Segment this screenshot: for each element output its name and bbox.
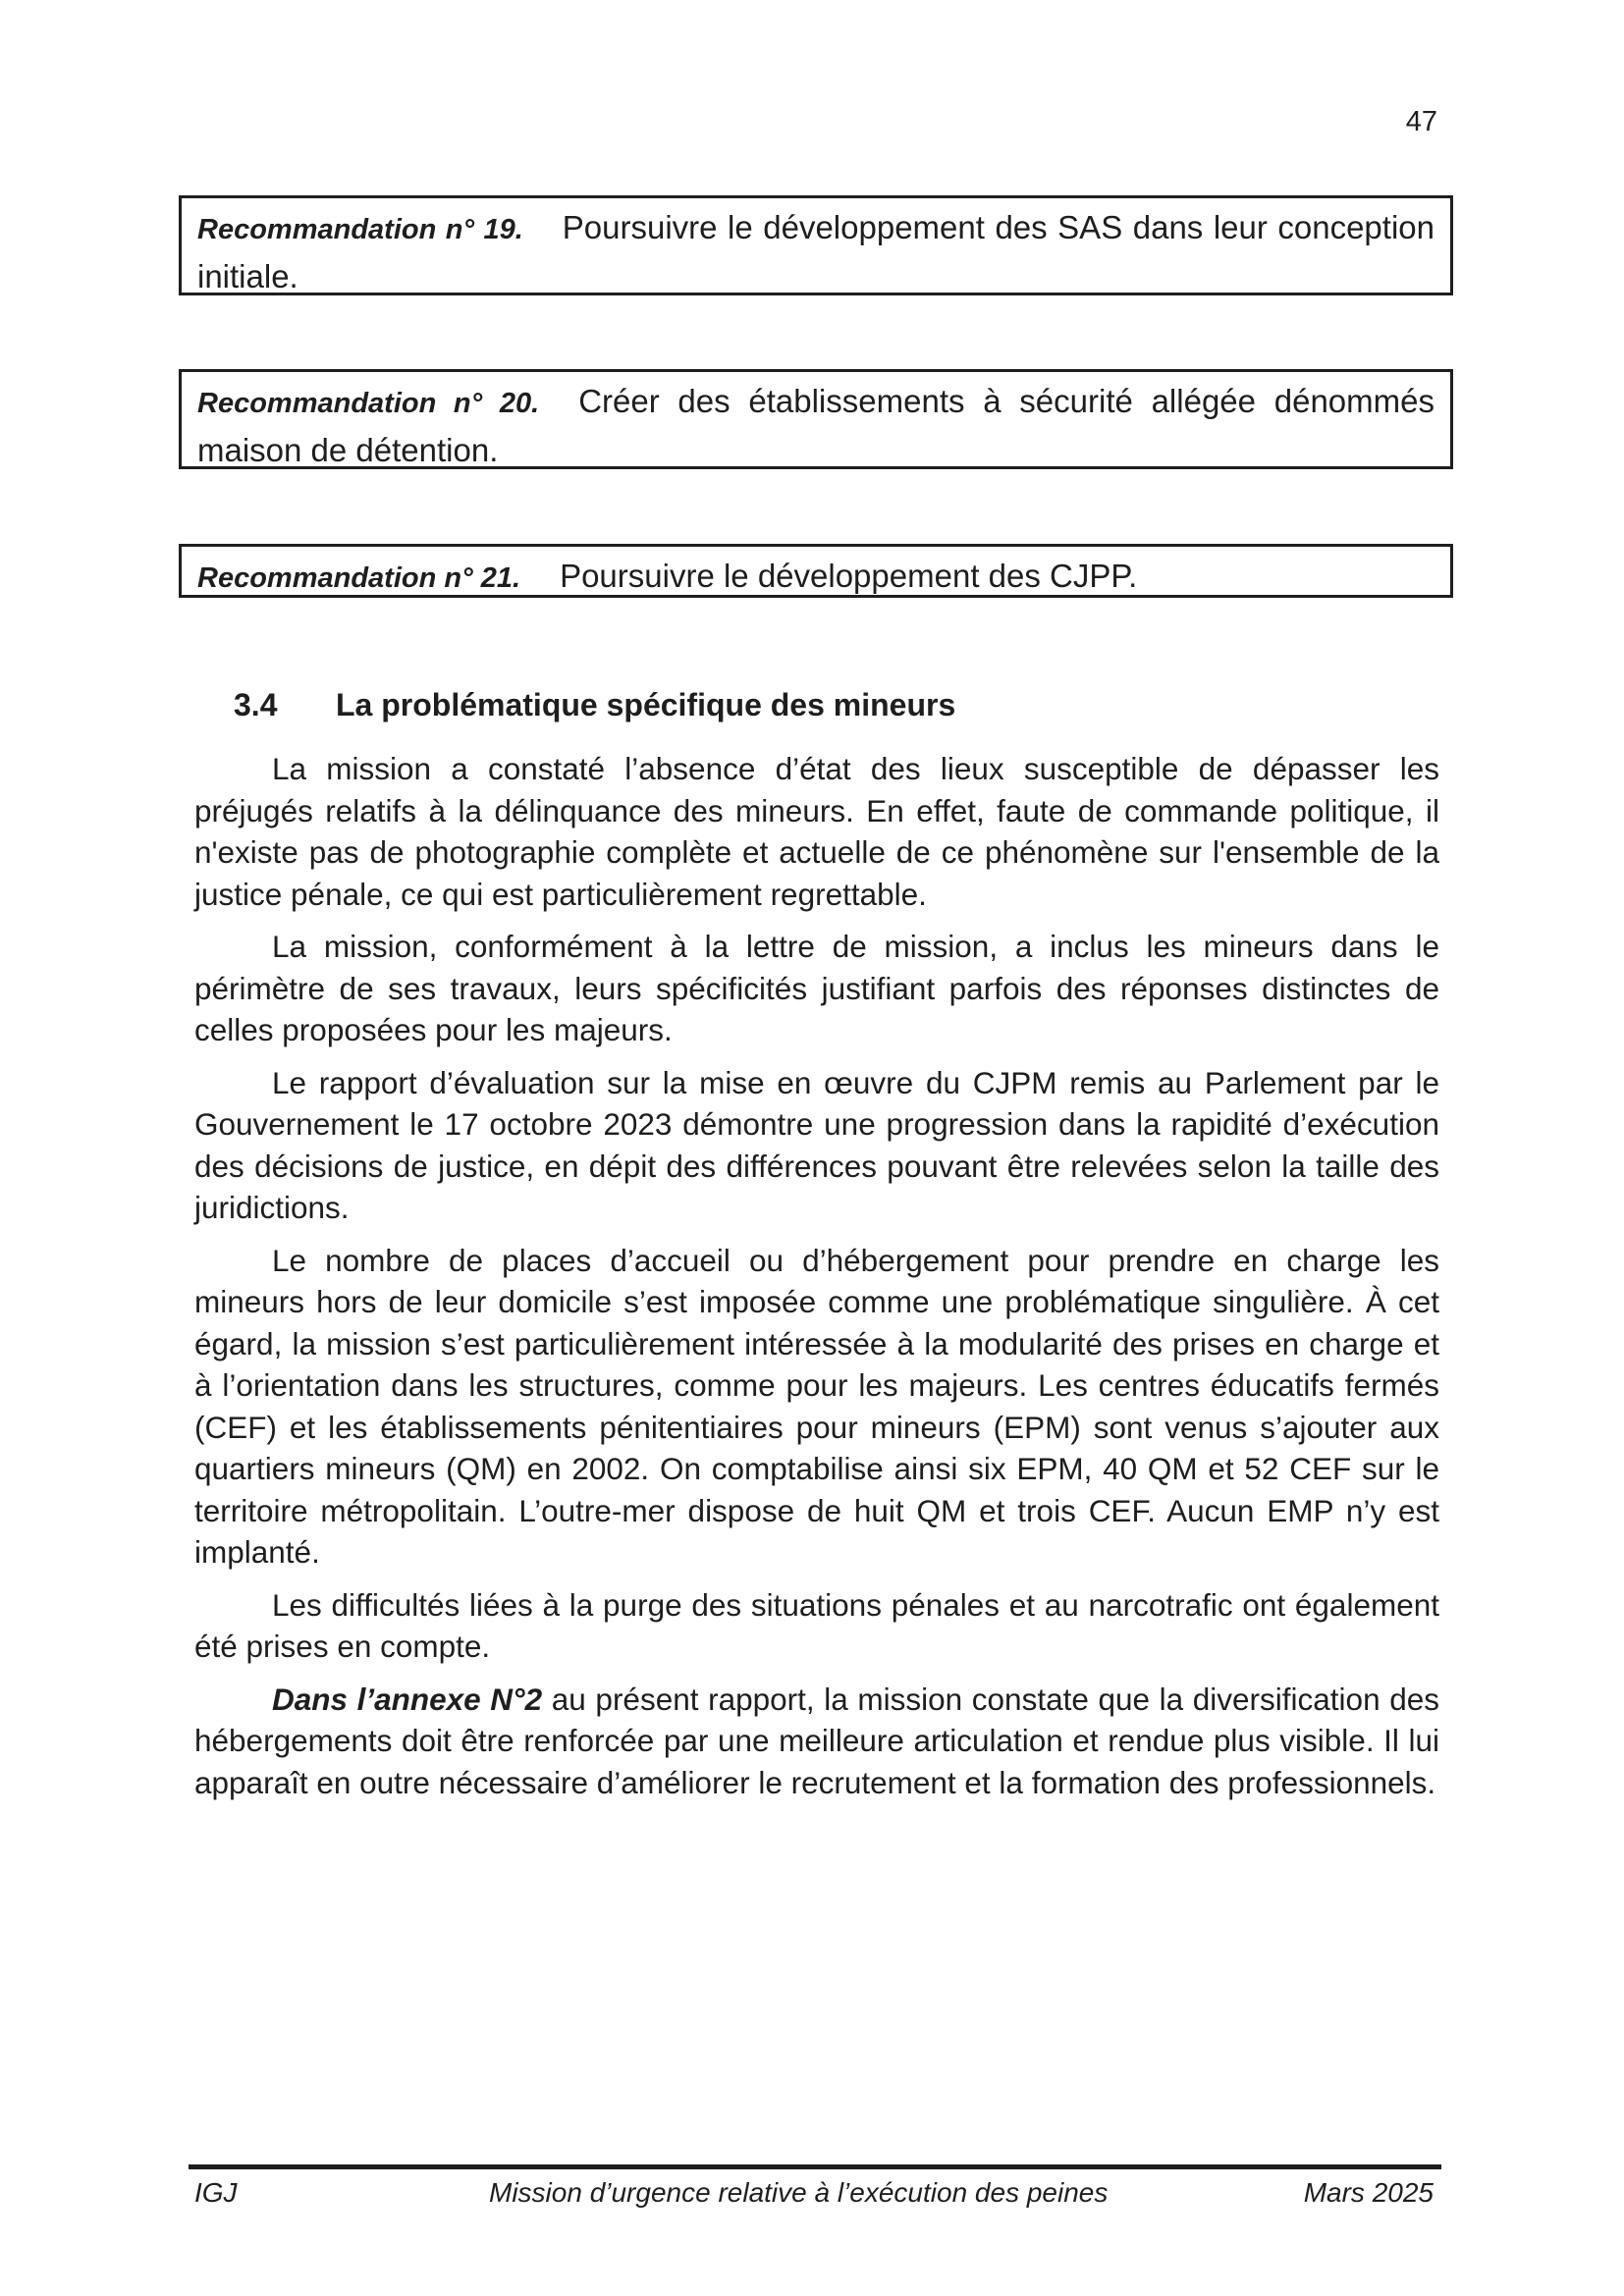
- footer-divider: [189, 2164, 1441, 2169]
- footer-organization: IGJ: [194, 2177, 238, 2208]
- section-title: La problématique spécifique des mineurs: [336, 687, 956, 722]
- annex-reference: Dans l’annexe N°2: [272, 1681, 543, 1717]
- paragraph: La mission a constaté l’absence d’état des lieux susceptible de dépasser les préjugés relatifs à la délinquance des mineurs. En effet, faute de commande politique, il n'existe pas de photographie complète et actuelle de ce phénomène sur l'ensemble de la justice pénale, ce qui est particulièrement regrettable.: [194, 751, 1439, 912]
- recommendation-box-19: [179, 195, 1453, 295]
- paragraph: Les difficultés liées à la purge des situations pénales et au narcotrafic ont également été prises en compte.: [194, 1586, 1439, 1664]
- recommendation-box-20: [179, 369, 1453, 469]
- section-number: 3.4: [234, 687, 278, 722]
- paragraph: [194, 1679, 1439, 1804]
- recommendation-text: Poursuivre le développement des CJPP.: [560, 558, 1138, 594]
- paragraph-text: au présent rapport, la mission constate que la diversification des hébergements doit être renforcée par une meilleure articulation et rendue plus visible. Il lui apparaît en outre nécessaire d’améliorer le recrutement et la formation des professionnels.: [194, 1681, 1439, 1800]
- section-heading: [234, 687, 955, 723]
- recommendation-label: Recommandation n° 19.: [197, 214, 523, 245]
- paragraph: Le nombre de places d’accueil ou d’hébergement pour prendre en charge les mineurs hors de leur domicile s’est imposée comme une problématique singulière. À cet égard, la mission s’est particulièrement intéressée à la modularité des prises en charge et à l’orientation dans les structures, comme pour les majeurs. Les centres éducatifs fermés (CEF) et les établissements pénitentiaires pour mineurs (EPM) sont venus s’ajouter aux quartiers mineurs (QM) en 2002. On comptabilise ainsi six EPM, 40 QM et 52 CEF sur le territoire métropolitain. L’outre-mer dispose de huit QM et trois CEF. Aucun EMP n’y est implanté.: [194, 1242, 1439, 1570]
- footer-report-title: Mission d’urgence relative à l’exécution des peines: [489, 2177, 1109, 2208]
- recommendation-text: Créer des établissements à sécurité allégée dénommés maison de détention.: [197, 383, 1435, 468]
- paragraph: Le rapport d’évaluation sur la mise en œuvre du CJPM remis au Parlement par le Gouvernement le 17 octobre 2023 démontre une progression dans la rapidité d’exécution des décisions de justice, en dépit des différences pouvant être relevées selon la taille des juridictions.: [194, 1064, 1439, 1225]
- paragraph: La mission, conformément à la lettre de mission, a inclus les mineurs dans le périmètre de ses travaux, leurs spécificités justifiant parfois des réponses distinctes de celles proposées pour les majeurs.: [194, 929, 1439, 1047]
- recommendation-box-21: [179, 544, 1453, 598]
- recommendation-label: Recommandation n° 20.: [197, 388, 540, 419]
- page-number: 47: [1405, 106, 1437, 137]
- page-footer: [194, 2177, 1434, 2209]
- footer-date: Mars 2025: [1303, 2177, 1434, 2208]
- recommendation-text: Poursuivre le développement des SAS dans leur conception initiale.: [197, 209, 1435, 294]
- body-text: [194, 748, 1439, 1814]
- recommendation-label: Recommandation n° 21.: [197, 562, 521, 594]
